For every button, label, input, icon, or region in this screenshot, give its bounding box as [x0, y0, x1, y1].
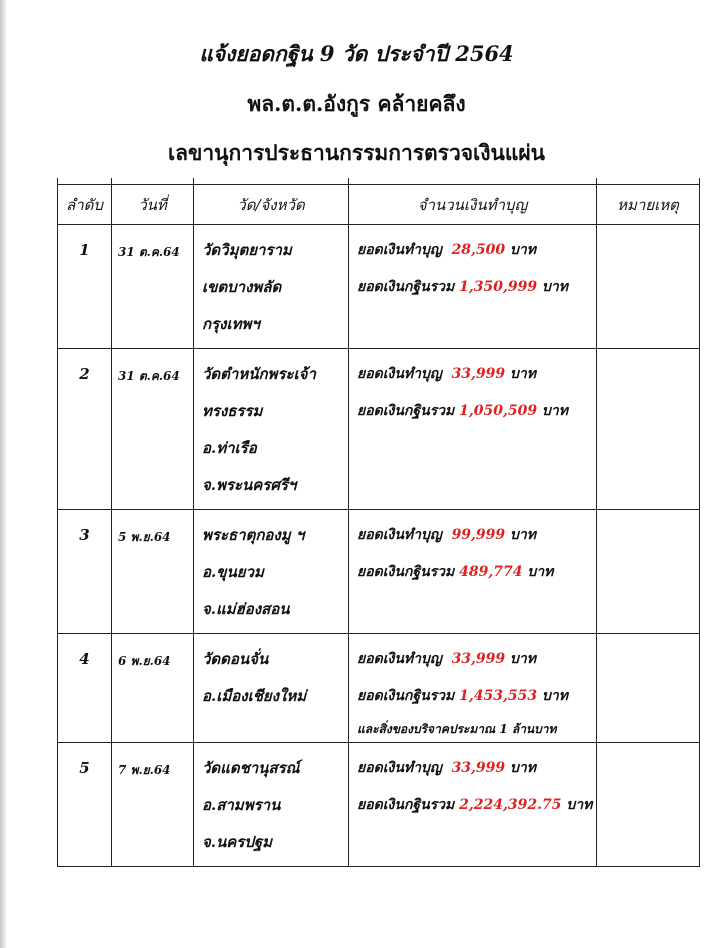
row-remark: [597, 225, 700, 349]
header-temple: วัด/จังหวัด: [194, 185, 349, 225]
total-label: ยอดเงินกฐินรวม: [357, 403, 455, 419]
row-number: 2: [58, 349, 112, 510]
total-unit: บาท: [566, 797, 593, 813]
kathin-total-line: [357, 274, 596, 311]
merit-value: 33,999: [451, 366, 506, 382]
row-number: 3: [58, 510, 112, 634]
row-amounts: [349, 743, 597, 867]
row-date: 7 พ.ย.64: [112, 743, 194, 867]
temple-line: อ.ขุนยวม: [202, 563, 264, 581]
kathin-donation-table: [57, 178, 700, 867]
document-author: พล.ต.ต.อังกูร คล้ายคลึง: [247, 91, 466, 116]
table-row: [58, 349, 700, 510]
extra-donation-note: และสิ่งของบริจาคประมาณ 1 ล้านบาท: [357, 722, 557, 736]
row-date: 31 ต.ค.64: [112, 225, 194, 349]
row-number: 4: [58, 634, 112, 743]
header-amount: จำนวนเงินทำบุญ: [349, 185, 597, 225]
merit-amount-line: [357, 361, 596, 398]
temple-line: วัดแดชานุสรณ์: [202, 759, 300, 777]
table-row: [58, 743, 700, 867]
temple-line: พระธาตุกองมู ฯ: [202, 526, 305, 544]
table-row: [58, 225, 700, 349]
temple-line: วัดวิมุตยาราม: [202, 241, 292, 259]
total-value: 489,774: [459, 564, 523, 580]
merit-label: ยอดเงินทำบุญ: [357, 651, 442, 667]
total-label: ยอดเงินกฐินรวม: [357, 797, 455, 813]
merit-label: ยอดเงินทำบุญ: [357, 242, 442, 258]
row-remark: [597, 634, 700, 743]
table-row: [58, 634, 700, 743]
table-body: [58, 225, 700, 867]
row-date: 31 ต.ค.64: [112, 349, 194, 510]
temple-line: กรุงเทพฯ: [202, 315, 260, 333]
temple-line: อ.สามพราน: [202, 796, 281, 814]
row-amounts: [349, 349, 597, 510]
row-remark: [597, 743, 700, 867]
merit-value: 33,999: [451, 651, 506, 667]
row-temple: [194, 225, 349, 349]
row-temple: [194, 634, 349, 743]
row-amounts: [349, 510, 597, 634]
header-order: ลำดับ: [58, 185, 112, 225]
temple-line: อ.เมืองเชียงใหม่: [202, 687, 307, 705]
row-number: 5: [58, 743, 112, 867]
total-value: 1,050,509: [459, 403, 538, 419]
merit-amount-line: [357, 646, 596, 683]
merit-value: 99,999: [451, 527, 506, 543]
header-remark: หมายเหตุ: [597, 185, 700, 225]
row-temple: [194, 349, 349, 510]
merit-unit: บาท: [510, 760, 537, 776]
kathin-total-line: [357, 398, 596, 435]
total-unit: บาท: [527, 564, 554, 580]
kathin-total-line: [357, 559, 596, 596]
total-unit: บาท: [541, 279, 568, 295]
total-value: 2,224,392.75: [459, 797, 562, 813]
header-date: วันที่: [112, 185, 194, 225]
merit-unit: บาท: [510, 242, 537, 258]
kathin-total-line: [357, 683, 596, 720]
merit-unit: บาท: [510, 527, 537, 543]
merit-value: 33,999: [451, 760, 506, 776]
total-value: 1,453,553: [459, 688, 538, 704]
temple-line: ทรงธรรม: [202, 402, 263, 420]
merit-label: ยอดเงินทำบุญ: [357, 366, 442, 382]
temple-line: เขตบางพลัด: [202, 278, 282, 296]
merit-amount-line: [357, 755, 596, 792]
temple-line: วัดดอนจั่น: [202, 650, 269, 668]
merit-unit: บาท: [510, 366, 537, 382]
merit-amount-line: [357, 522, 596, 559]
temple-line: จ.นครปฐม: [202, 833, 273, 851]
row-amounts: [349, 634, 597, 743]
kathin-total-line: [357, 792, 596, 829]
row-temple: [194, 510, 349, 634]
temple-line: วัดตำหนักพระเจ้า: [202, 365, 316, 383]
row-remark: [597, 349, 700, 510]
merit-label: ยอดเงินทำบุญ: [357, 760, 442, 776]
row-date: 5 พ.ย.64: [112, 510, 194, 634]
total-unit: บาท: [541, 403, 568, 419]
document-title: แจ้งยอดกฐิน 9 วัด ประจำปี 2564: [199, 41, 514, 66]
total-value: 1,350,999: [459, 279, 538, 295]
temple-line: อ.ท่าเรือ: [202, 439, 257, 457]
total-unit: บาท: [541, 688, 568, 704]
row-date: 6 พ.ย.64: [112, 634, 194, 743]
total-label: ยอดเงินกฐินรวม: [357, 564, 455, 580]
merit-value: 28,500: [451, 242, 506, 258]
total-label: ยอดเงินกฐินรวม: [357, 279, 455, 295]
row-temple: [194, 743, 349, 867]
temple-line: จ.แม่ฮ่องสอน: [202, 600, 290, 618]
table-header-row: [58, 185, 700, 225]
total-label: ยอดเงินกฐินรวม: [357, 688, 455, 704]
merit-unit: บาท: [510, 651, 537, 667]
temple-line: จ.พระนครศรีฯ: [202, 476, 297, 494]
merit-amount-line: [357, 237, 596, 274]
merit-label: ยอดเงินทำบุญ: [357, 527, 442, 543]
row-amounts: [349, 225, 597, 349]
document-author-position: เลขานุการประธานกรรมการตรวจเงินแผ่น: [167, 140, 546, 165]
row-number: 1: [58, 225, 112, 349]
row-remark: [597, 510, 700, 634]
table-row: [58, 510, 700, 634]
